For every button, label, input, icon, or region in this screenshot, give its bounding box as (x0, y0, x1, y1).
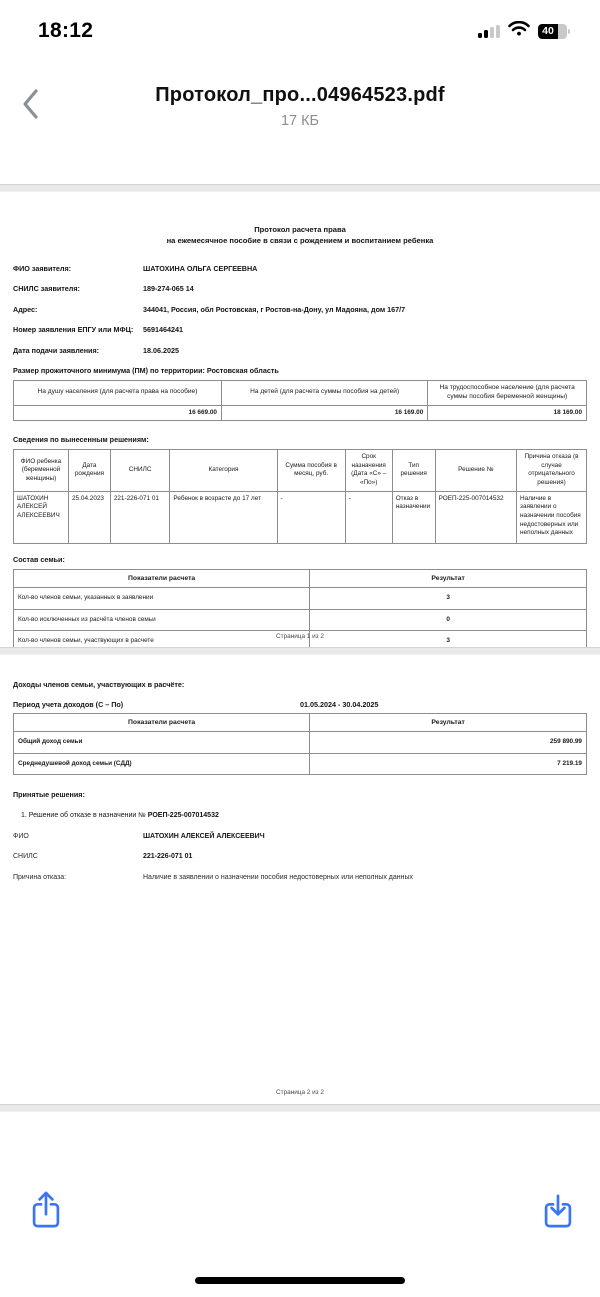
income-period-row: Период учета доходов (С – По) 01.05.2024 - 30.04.2025 (13, 700, 379, 709)
nav-header (0, 56, 600, 160)
battery-icon (538, 24, 570, 39)
applicant-snils-row: СНИЛС заявителя: 189-274-065 14 (13, 284, 194, 294)
family-col-header: Показатели расчета (14, 569, 310, 587)
family-row: Кол-во исключенных из расчёта членов семьи 0 (14, 609, 587, 631)
dec-col-header: Категория (170, 450, 277, 492)
family-row: Кол-во членов семьи, указанных в заявлении 3 (14, 587, 587, 609)
dec-col-header: Сумма пособия в месяц, руб. (277, 450, 345, 492)
dec-col-header: СНИЛС (110, 450, 170, 492)
income-col-header: Показатели расчета (14, 714, 310, 732)
file-title: Протокол_про...04964523.pdf (155, 84, 445, 106)
pm-table (13, 380, 587, 421)
pm-col-header: На душу населения (для расчета права на пособие) (14, 380, 222, 405)
pm-section-title: Размер прожиточного минимума (ПМ) по территории: Ростовская область (13, 365, 279, 375)
dec-col-header: Тип решения (392, 450, 435, 492)
decision-number: РОЕП-225-007014532 (147, 812, 219, 820)
download-icon (541, 1190, 575, 1235)
pm-col-header: На детей (для расчета суммы пособия на детей) (221, 380, 427, 405)
applicant-name-row: ФИО заявителя: ШАТОХИНА ОЛЬГА СЕРГЕЕВНА (13, 263, 258, 273)
download-button[interactable] (538, 1192, 578, 1232)
decision-fio-row: ФИО ШАТОХИН АЛЕКСЕЙ АЛЕКСЕЕВИЧ (13, 832, 265, 840)
family-col-header: Результат (310, 569, 587, 587)
decision-reason-row: Причина отказа: Наличие в заявлении о назначении пособия недостоверных или неполных данных (13, 873, 414, 881)
page-separator (0, 184, 600, 192)
decision-row: ШАТОХИН АЛЕКСЕЙ АЛЕКСЕЕВИЧ 25.04.2023 221-226-071 01 Ребенок в возрасте до 17 лет - - Отказ в назначении РОЕП-225-007014532 Наличие в заявлении о назначении пособия недостоверных или неполных данных (14, 491, 587, 543)
dec-col-header: Причина отказа (в случае отрицательного решения) (517, 450, 587, 492)
application-number-row: Номер заявления ЕПГУ или МФЦ: 5691464241 (13, 325, 183, 335)
pm-value: 16 669.00 (14, 405, 222, 421)
page-number: Страница 2 из 2 (276, 1089, 324, 1096)
family-table (13, 569, 587, 653)
application-date-row: Дата подачи заявления: 18.06.2025 (13, 345, 179, 355)
pdf-page-2 (0, 656, 600, 1104)
battery-percent: 40 (538, 24, 558, 39)
page-number: Страница 1 из 2 (276, 633, 324, 640)
decisions-section-title: Сведения по вынесенным решениям: (13, 435, 149, 445)
income-row: Среднедушевой доход семьи (СДД) 7 219.19 (14, 753, 587, 775)
decisions-table (13, 449, 587, 544)
family-section-title: Состав семьи: (13, 554, 65, 564)
status-bar (0, 0, 600, 56)
income-section-title: Доходы членов семьи, участвующих в расчёте: (13, 680, 185, 689)
cellular-signal-icon (478, 25, 500, 38)
back-button[interactable] (22, 86, 52, 126)
share-button[interactable] (26, 1192, 66, 1232)
page-separator (0, 647, 600, 655)
pm-col-header: На трудоспособное население (для расчета суммы пособия беременной женщины) (428, 380, 587, 405)
income-table (13, 713, 587, 775)
status-icons (478, 21, 570, 41)
made-decisions-title: Принятые решения: (13, 790, 85, 800)
status-time: 18:12 (38, 19, 94, 42)
wifi-icon (508, 21, 530, 41)
file-size: 17 КБ (280, 113, 320, 129)
address-row: Адрес: 344041, Россия, обл Ростовская, г Ростов-на-Дону, ул Мадояна, дом 167/7 (13, 304, 406, 314)
income-col-header: Результат (310, 714, 587, 732)
share-icon (29, 1190, 63, 1235)
page-separator (0, 1104, 600, 1112)
income-row: Общий доход семьи 259 890.99 (14, 732, 587, 754)
decision-snils-row: СНИЛС 221-226-071 01 (13, 853, 193, 861)
pm-value: 18 169.00 (428, 405, 587, 421)
family-row: Кол-во членов семьи, участвующих в расчете 3 (14, 631, 587, 653)
pdf-page-1 (0, 193, 600, 647)
chevron-left-icon (22, 88, 39, 125)
dec-col-header: Срок назначения (Дата «С» – «По») (345, 450, 392, 492)
document-title: Протокол расчета права на ежемесячное пособие в связи с рождением и воспитанием ребенка (166, 225, 434, 246)
dec-col-header: Решение № (435, 450, 516, 492)
decision-line: 1. Решение об отказе в назначении № РОЕП-225-007014532 (21, 812, 219, 820)
dec-col-header: Дата рождения (69, 450, 111, 492)
home-indicator[interactable] (195, 1277, 405, 1284)
dec-col-header: ФИО ребенка (беременной женщины) (14, 450, 69, 492)
pm-value: 16 169.00 (221, 405, 427, 421)
